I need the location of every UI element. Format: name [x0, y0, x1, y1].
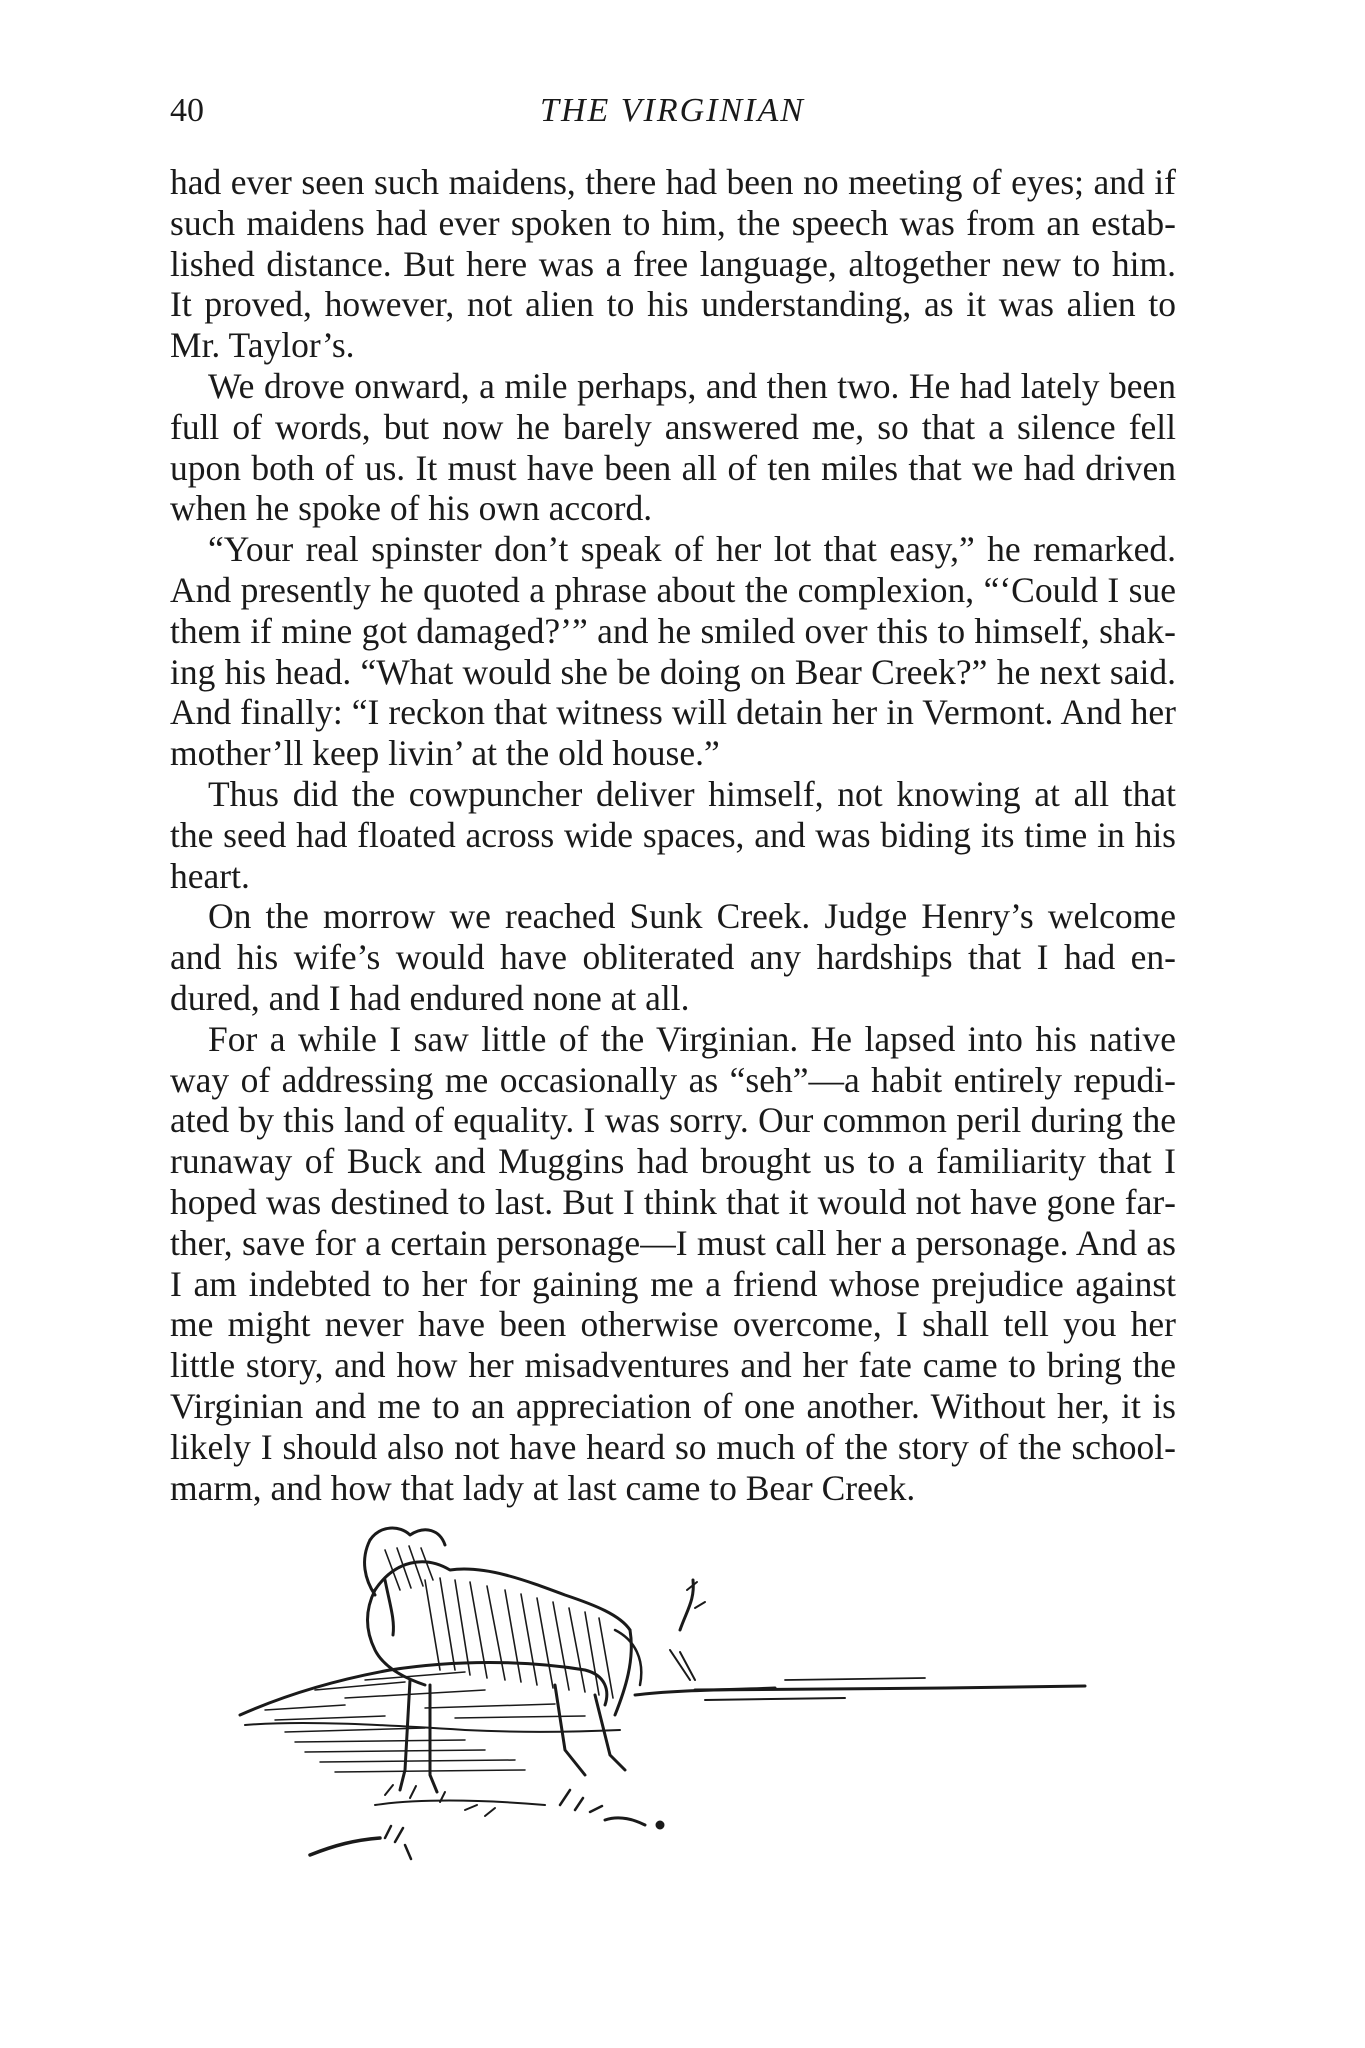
running-head: [170, 92, 1175, 136]
paragraph: “Your real spinster don’t speak of her lot that easy,” he remarked. And presently he quoted a phrase about the complexion, “‘Could I sue them if mine got damaged?’” and he smiled over this to himself, shaking his head. “What would she be doing on Bear Creek?” he next said. And finally: “I reckon that witness will detain her in Vermont. And her mother’ll keep livin’ at the old house.”: [170, 529, 1176, 774]
wolf-illustration: [225, 1520, 1125, 1890]
paragraph: On the morrow we reached Sunk Creek. Judge Henry’s welcome and his wife’s would have obliterated any hardships that I had endured, and I had endured none at all.: [170, 896, 1176, 1018]
body-text: [170, 162, 1176, 1508]
paragraph: had ever seen such maidens, there had been no meeting of eyes; and if such maidens had ever spoken to him, the speech was from an established distance. But here was a free language, altogether new to him. It proved, however, not alien to his understanding, as it was alien to Mr. Taylor’s.: [170, 162, 1176, 366]
page-number: 40: [170, 92, 204, 129]
wolf-sketch-icon: [225, 1520, 1125, 1890]
paragraph: We drove onward, a mile perhaps, and then two. He had lately been full of words, but now he barely answered me, so that a silence fell upon both of us. It must have been all of ten miles that we had driven when he spoke of his own accord.: [170, 365, 1176, 529]
paragraph: Thus did the cowpuncher deliver himself, not knowing at all that the seed had floated across wide spaces, and was biding its time in his heart.: [170, 773, 1176, 896]
paragraph: For a while I saw little of the Virginian. He lapsed into his native way of addressing me occasionally as “seh”—a habit entirely repudiated by this land of equality. I was sorry. Our common peril during the runaway of Buck and Muggins had brought us to a familiarity that I hoped was destined to last. But I think that it would not have gone farther, save for a certain personage—I must call her a personage. And as I am indebted to her for gaining me a friend whose prejudice against me might never have been otherwise overcome, I shall tell you her little story, and how her misadventures and her fate came to bring the Virginian and me to an appreciation of one another. Without her, it is likely I should also not have heard so much of the story of the schoolmarm, and how that lady at last came to Bear Creek.: [170, 1018, 1176, 1508]
book-title: THE VIRGINIAN: [540, 92, 805, 129]
